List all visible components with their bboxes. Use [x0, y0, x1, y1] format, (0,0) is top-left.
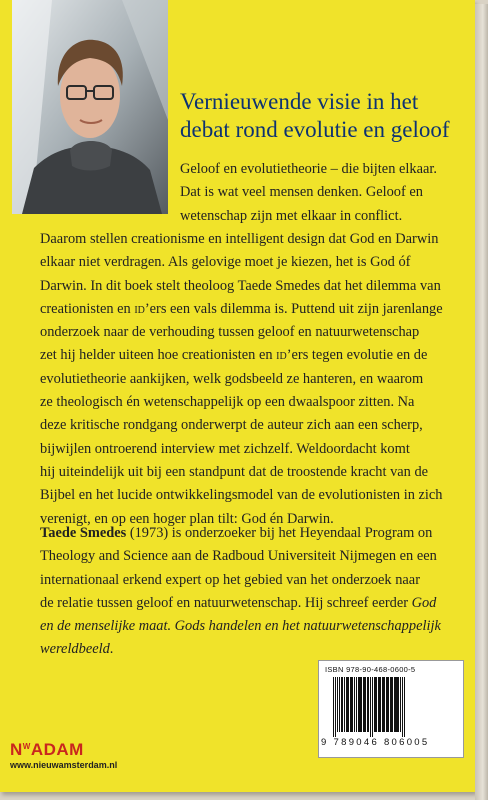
text-line: wetenschap zijn met elkaar in conflict. [180, 207, 403, 224]
barcode-bar [352, 677, 353, 732]
text-line: zet hij helder uiteen hoe creationisten en id’ers tegen evolutie en de [40, 347, 428, 364]
barcode-bar [384, 677, 385, 732]
text-line: hij uiteindelijk uit bij een standpunt dat de troostende kracht van de [40, 463, 429, 480]
barcode-bar [386, 677, 388, 732]
barcode-bar [354, 677, 355, 732]
intro-paragraph [180, 158, 437, 228]
barcode-bar [404, 677, 405, 737]
text-line: de relatie tussen geloof en natuurwetenschap. Hij schreef eerder God [40, 594, 437, 611]
text-line: deze kritische rondgang onderwerpt de auteur zich aan een scherp, [40, 417, 423, 434]
barcode-bar [370, 677, 371, 737]
text-line: bijwijlen ontroerend interview met zichzelf. Weldoordacht komt [40, 440, 410, 457]
barcode-bar [382, 677, 384, 732]
headline-line: debat rond evolutie en geloof [180, 117, 450, 142]
barcode-bar [337, 677, 338, 732]
text-line: Geloof en evolutietheorie – die bijten elkaar. [180, 161, 437, 177]
barcode-bar [392, 677, 393, 732]
barcode-bar [346, 677, 349, 732]
barcode-bar [363, 677, 365, 732]
barcode-bar [335, 677, 336, 737]
isbn-text: ISBN 978-90-468-0600-5 [325, 665, 416, 674]
author-photo [12, 0, 168, 214]
ean-digits: 9 789046 806005 [321, 737, 430, 748]
text-line: Taede Smedes (1973) is onderzoeker bij het Heyendaal Program on [40, 525, 433, 541]
barcode-bar [367, 677, 369, 732]
barcode [318, 660, 464, 758]
barcode-bar [344, 677, 345, 732]
barcode-bar [358, 677, 360, 732]
barcode-bar [402, 677, 403, 737]
description-paragraph [40, 228, 443, 531]
text-line: Theology and Science aan de Radboud Universiteit Nijmegen en een [40, 548, 437, 565]
author-bio-paragraph [40, 522, 441, 662]
barcode-bar [372, 677, 373, 737]
barcode-bar [394, 677, 396, 732]
publisher-logo: $N^WADAM$ [10, 740, 84, 759]
barcode-bar [390, 677, 392, 732]
text-line: Dat is wat veel mensen denken. Geloof en [180, 184, 423, 201]
barcode-bar [378, 677, 380, 732]
publisher-website: www.nieuwamsterdam.nl [10, 760, 118, 770]
barcode-bar [400, 677, 401, 732]
barcode-bar [374, 677, 377, 732]
text-line: verenigt, en op een hoger plan tilt: God én Darwin. [40, 510, 334, 527]
barcode-bar [396, 677, 399, 732]
barcode-bars [331, 677, 451, 737]
text-line: onderzoek naar de verhouding tussen geloof en natuurwetenschap [40, 324, 420, 341]
barcode-bar [380, 677, 381, 732]
barcode-bar [333, 677, 334, 737]
barcode-bar [339, 677, 340, 732]
barcode-bar [360, 677, 362, 732]
text-line: en de menselijke maat. Gods handelen en het natuurwetenschappelijk [40, 618, 441, 635]
text-line: Darwin. In dit boek stelt theoloog Taede Smedes dat het dilemma van [40, 277, 441, 294]
text-line: elkaar niet verdragen. Als gelovige moet je kiezen, het is God óf [40, 254, 411, 271]
text-line: creationisten en id’ers een vals dilemma is. Puttend uit zijn jarenlange [40, 300, 443, 317]
text-line: wereldbeeld. [40, 641, 114, 658]
text-line: internationaal erkend expert op het gebied van het onderzoek naar [40, 571, 420, 588]
headline [180, 88, 470, 144]
barcode-bar [388, 677, 389, 732]
text-line: evolutietheorie aankijken, welk godsbeeld ze hanteren, en waarom [40, 370, 424, 387]
barcode-bar [356, 677, 357, 732]
headline-line: Vernieuwende visie in het [180, 89, 419, 114]
barcode-bar [365, 677, 366, 732]
text-line: Daarom stellen creationisme en intelligent design dat God en Darwin [40, 231, 439, 247]
book-page-edge [475, 4, 488, 800]
author-name: Taede Smedes [40, 525, 127, 541]
barcode-bar [350, 677, 352, 732]
barcode-bar [341, 677, 343, 732]
text-line: Bijbel en het lucide ontwikkelingsmodel van de evolutionisten in zich [40, 487, 443, 504]
text-line: ze theologisch én wetenschappelijk op een dwaalspoor zitten. Na [40, 394, 415, 411]
